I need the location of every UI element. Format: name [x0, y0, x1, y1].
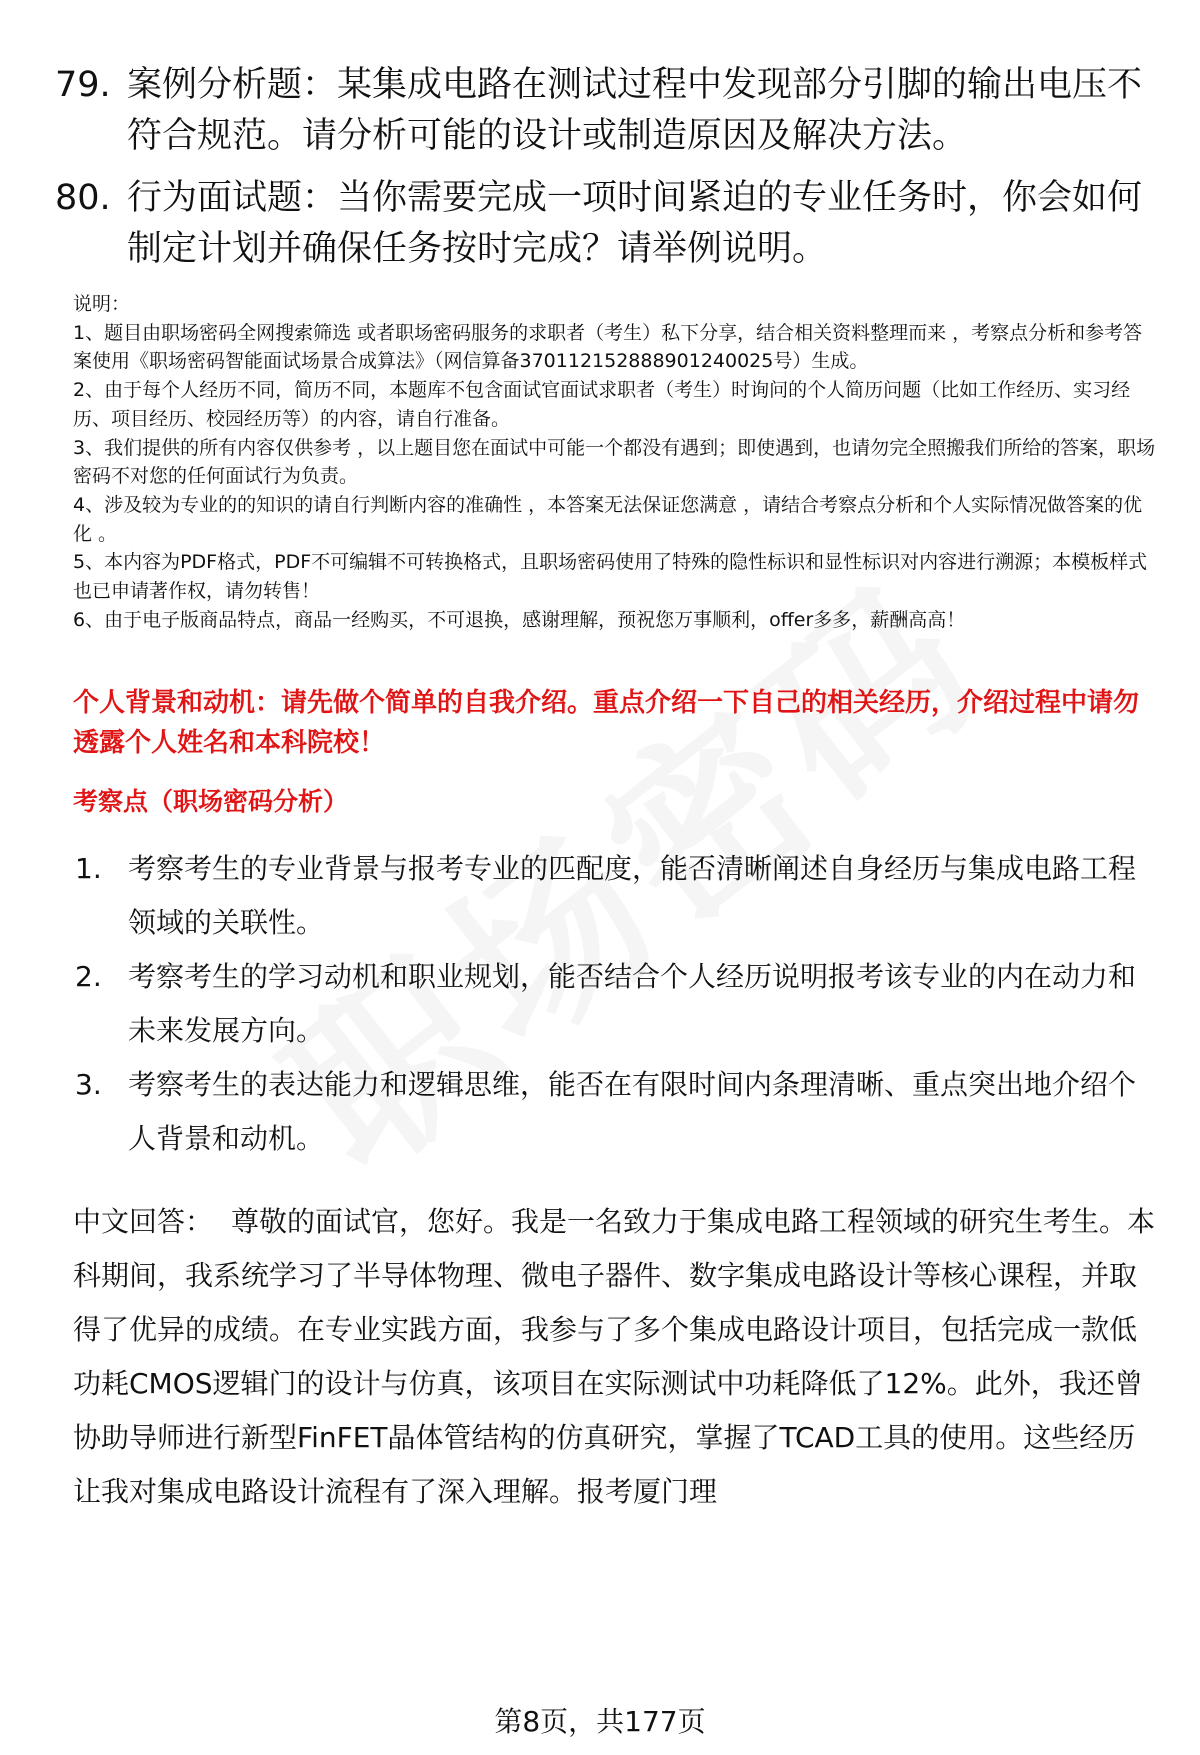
- question-79: [55, 60, 1160, 162]
- note-item: 1、题目由职场密码全网搜索筛选 或者职场密码服务的求职者（考生）私下分享，结合相关资料整理而来 ，考察点分析和参考答案使用《职场密码智能面试场景合成算法》（网信算备370112152888901240025号）生成。: [73, 321, 1143, 373]
- key-point-text: 考察考生的表达能力和逻辑思维，能否在有限时间内条理清晰、重点突出地介绍个人背景和动机。: [128, 1068, 1137, 1155]
- note-item: 6、由于电子版商品特点，商品一经购买，不可退换，感谢理解，预祝您万事顺利，offer多多，薪酬高高！: [73, 608, 966, 631]
- note-item: 5、本内容为PDF格式，PDF不可编辑不可转换格式，且职场密码使用了特殊的隐性标识和显性标识对内容进行溯源；本模板样式也已申请著作权，请勿转售！: [73, 551, 1148, 603]
- key-points-list: [75, 842, 1160, 1166]
- key-point-item: [75, 1058, 1160, 1166]
- key-point-number: 1.: [75, 852, 102, 885]
- question-number: 79.: [55, 65, 111, 105]
- notes-title: 说明：: [73, 293, 131, 315]
- answer-text: 尊敬的面试官，您好。我是一名致力于集成电路工程领域的研究生考生。本科期间，我系统学习了半导体物理、微电子器件、数字集成电路设计等核心课程，并取得了优异的成绩。在专业实践方面，我参与了多个集成电路设计项目，包括完成一款低功耗CMOS逻辑门的设计与仿真，该项目在实际测试中功耗降低了12%。此外，我还曾协助导师进行新型FinFET晶体管结构的仿真研究，掌握了TCAD工具的使用。这些经历让我对集成电路设计流程有了深入理解。报考厦门理: [73, 1205, 1156, 1508]
- question-text: 行为面试题：当你需要完成一项时间紧迫的专业任务时，你会如何制定计划并确保任务按时完成？请举例说明。: [127, 178, 1143, 269]
- question-80: [55, 173, 1160, 275]
- note-item: 3、我们提供的所有内容仅供参考 ，以上题目您在面试中可能一个都没有遇到；即使遇到，也请勿完全照搬我们所给的答案，职场密码不对您的任何面试行为负责。: [73, 436, 1156, 488]
- key-point-number: 3.: [75, 1068, 102, 1101]
- question-number: 80.: [55, 178, 111, 218]
- page-footer: 第8页，共177页: [494, 1705, 706, 1738]
- background-question-heading: 个人背景和动机：请先做个简单的自我介绍。重点介绍一下自己的相关经历，介绍过程中请勿透露个人姓名和本科院校！: [73, 688, 1140, 758]
- key-point-text: 考察考生的专业背景与报考专业的匹配度，能否清晰阐述自身经历与集成电路工程领域的关联性。: [128, 852, 1137, 939]
- key-points-heading: 考察点（职场密码分析）: [73, 787, 349, 816]
- answer-label: 中文回答：: [73, 1205, 214, 1238]
- key-point-text: 考察考生的学习动机和职业规划，能否结合个人经历说明报考该专业的内在动力和未来发展方向。: [128, 960, 1137, 1047]
- key-point-item: [75, 950, 1160, 1058]
- answer-paragraph: [73, 1195, 1160, 1519]
- note-item: 4、涉及较为专业的的知识的请自行判断内容的准确性 ，本答案无法保证您满意 ，请结合考察点分析和个人实际情况做答案的优化 。: [73, 493, 1143, 545]
- disclaimer-notes: [73, 290, 1160, 634]
- key-point-number: 2.: [75, 960, 102, 993]
- note-item: 2、由于每个人经历不同，简历不同，本题库不包含面试官面试求职者（考生）时询问的个人简历问题（比如工作经历、实习经历、项目经历、校园经历等）的内容，请自行准备。: [73, 379, 1131, 430]
- key-point-item: [75, 842, 1160, 950]
- question-text: 案例分析题：某集成电路在测试过程中发现部分引脚的输出电压不符合规范。请分析可能的设计或制造原因及解决方法。: [127, 65, 1143, 156]
